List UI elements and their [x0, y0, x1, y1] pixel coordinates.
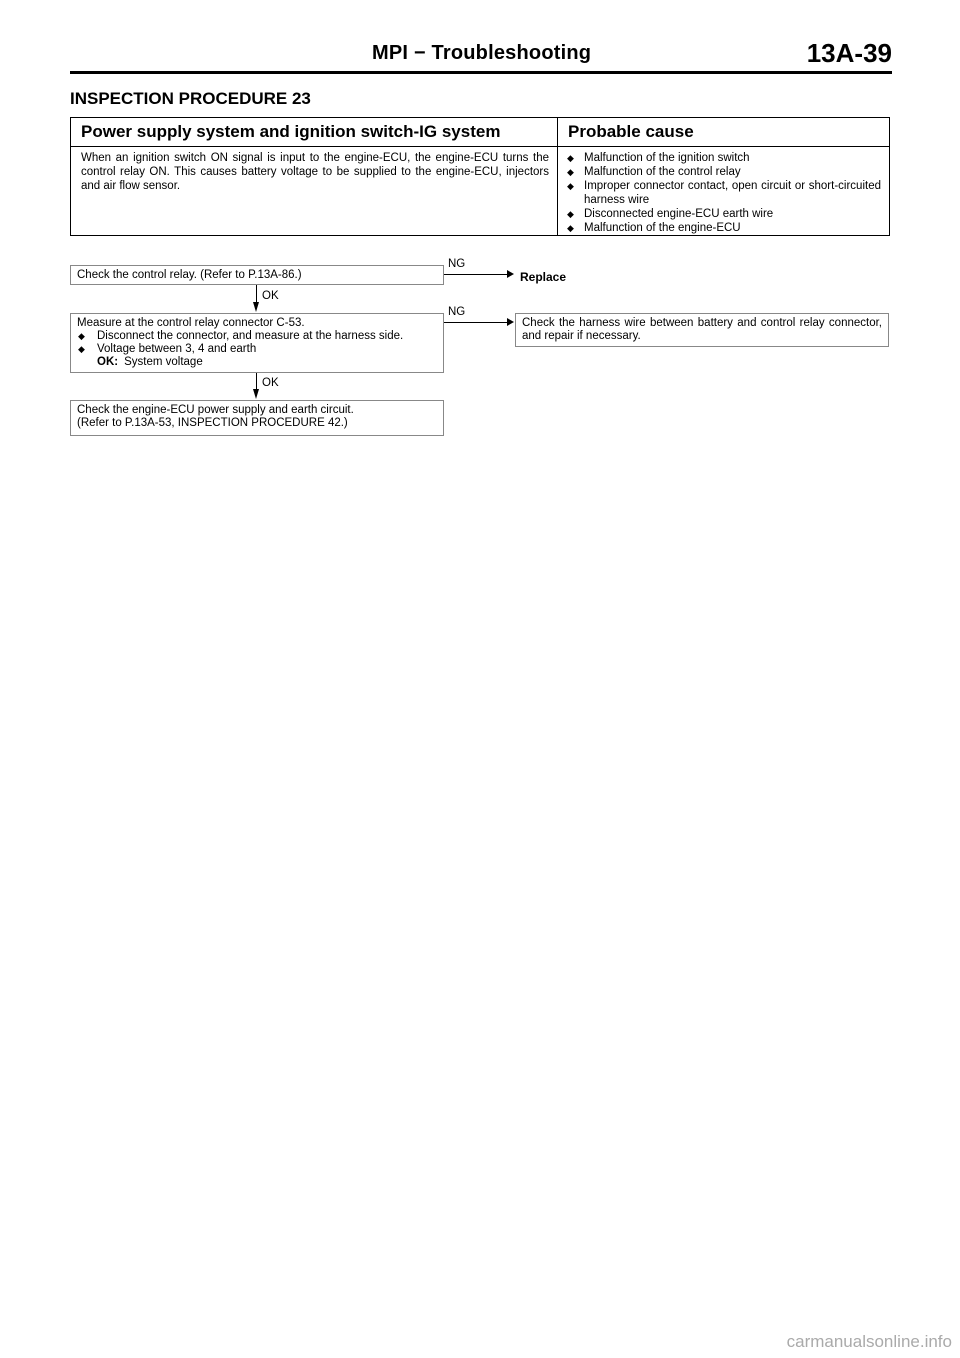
arrow-down-icon — [253, 302, 259, 312]
probable-cause-list — [566, 151, 881, 235]
step1-ng-action: Replace — [520, 270, 567, 284]
step3-line2: (Refer to P.13A-53, INSPECTION PROCEDURE 42.) — [77, 417, 348, 429]
step2-ok-criterion — [77, 356, 437, 369]
arrow-right-icon — [507, 270, 514, 278]
probable-cause-header: Probable cause — [568, 122, 694, 141]
step2-bullet: ◆ Disconnect the connector, and measure at the harness side. — [77, 330, 437, 343]
cause-item: ◆ Malfunction of the engine-ECU — [566, 221, 881, 235]
cause-item: ◆ Malfunction of the control relay — [566, 165, 881, 179]
step1-box — [70, 265, 444, 285]
step2-ok-label: OK — [262, 377, 279, 389]
cause-item: ◆ Improper connector contact, open circuit or short-circuited harness wire — [566, 179, 881, 207]
header-rule — [70, 71, 892, 74]
step1-ng-label: NG — [448, 258, 466, 270]
step2-title: Measure at the control relay connector C-53. — [77, 317, 305, 329]
step1-text: Check the control relay. (Refer to P.13A-86.) — [77, 269, 302, 281]
symptom-description: When an ignition switch ON signal is input to the engine-ECU, the engine-ECU turns the control relay ON. This causes battery voltage to be supplied to the engine-ECU, injectors and air flow sensor. — [81, 152, 549, 192]
arrow-right-icon — [507, 318, 514, 326]
step3-box — [70, 400, 444, 436]
cause-item: ◆ Malfunction of the ignition switch — [566, 151, 881, 165]
step2-box — [70, 313, 444, 373]
ok-label: OK: — [97, 356, 119, 368]
column-divider — [557, 118, 558, 235]
step2-bullet: ◆ Voltage between 3, 4 and earth — [77, 343, 437, 356]
cause-table-header — [71, 118, 889, 147]
ok-value: System voltage — [124, 356, 203, 368]
page-number: 13A-39 — [806, 38, 892, 68]
step2-ng-action: Check the harness wire between battery and control relay connector, and repair if necessary. — [522, 317, 882, 342]
step3-line1: Check the engine-ECU power supply and earth circuit. — [77, 404, 354, 416]
arrow-down-icon — [253, 389, 259, 399]
footer-watermark: carmanualsonline.info — [786, 1332, 952, 1351]
step1-ok-label: OK — [262, 290, 279, 302]
procedure-title: INSPECTION PROCEDURE 23 — [70, 89, 311, 108]
step2-ng-line — [444, 322, 508, 323]
cause-table — [70, 117, 890, 236]
step2-ok-line — [256, 373, 257, 390]
step1-ok-line — [256, 285, 257, 303]
step1-ng-line — [444, 274, 508, 275]
step2-ng-box — [515, 313, 889, 347]
cause-item: ◆ Disconnected engine-ECU earth wire — [566, 207, 881, 221]
header-title: MPI − Troubleshooting — [372, 42, 592, 64]
step2-ng-label: NG — [448, 306, 466, 318]
symptom-header: Power supply system and ignition switch-IG system — [81, 122, 501, 141]
